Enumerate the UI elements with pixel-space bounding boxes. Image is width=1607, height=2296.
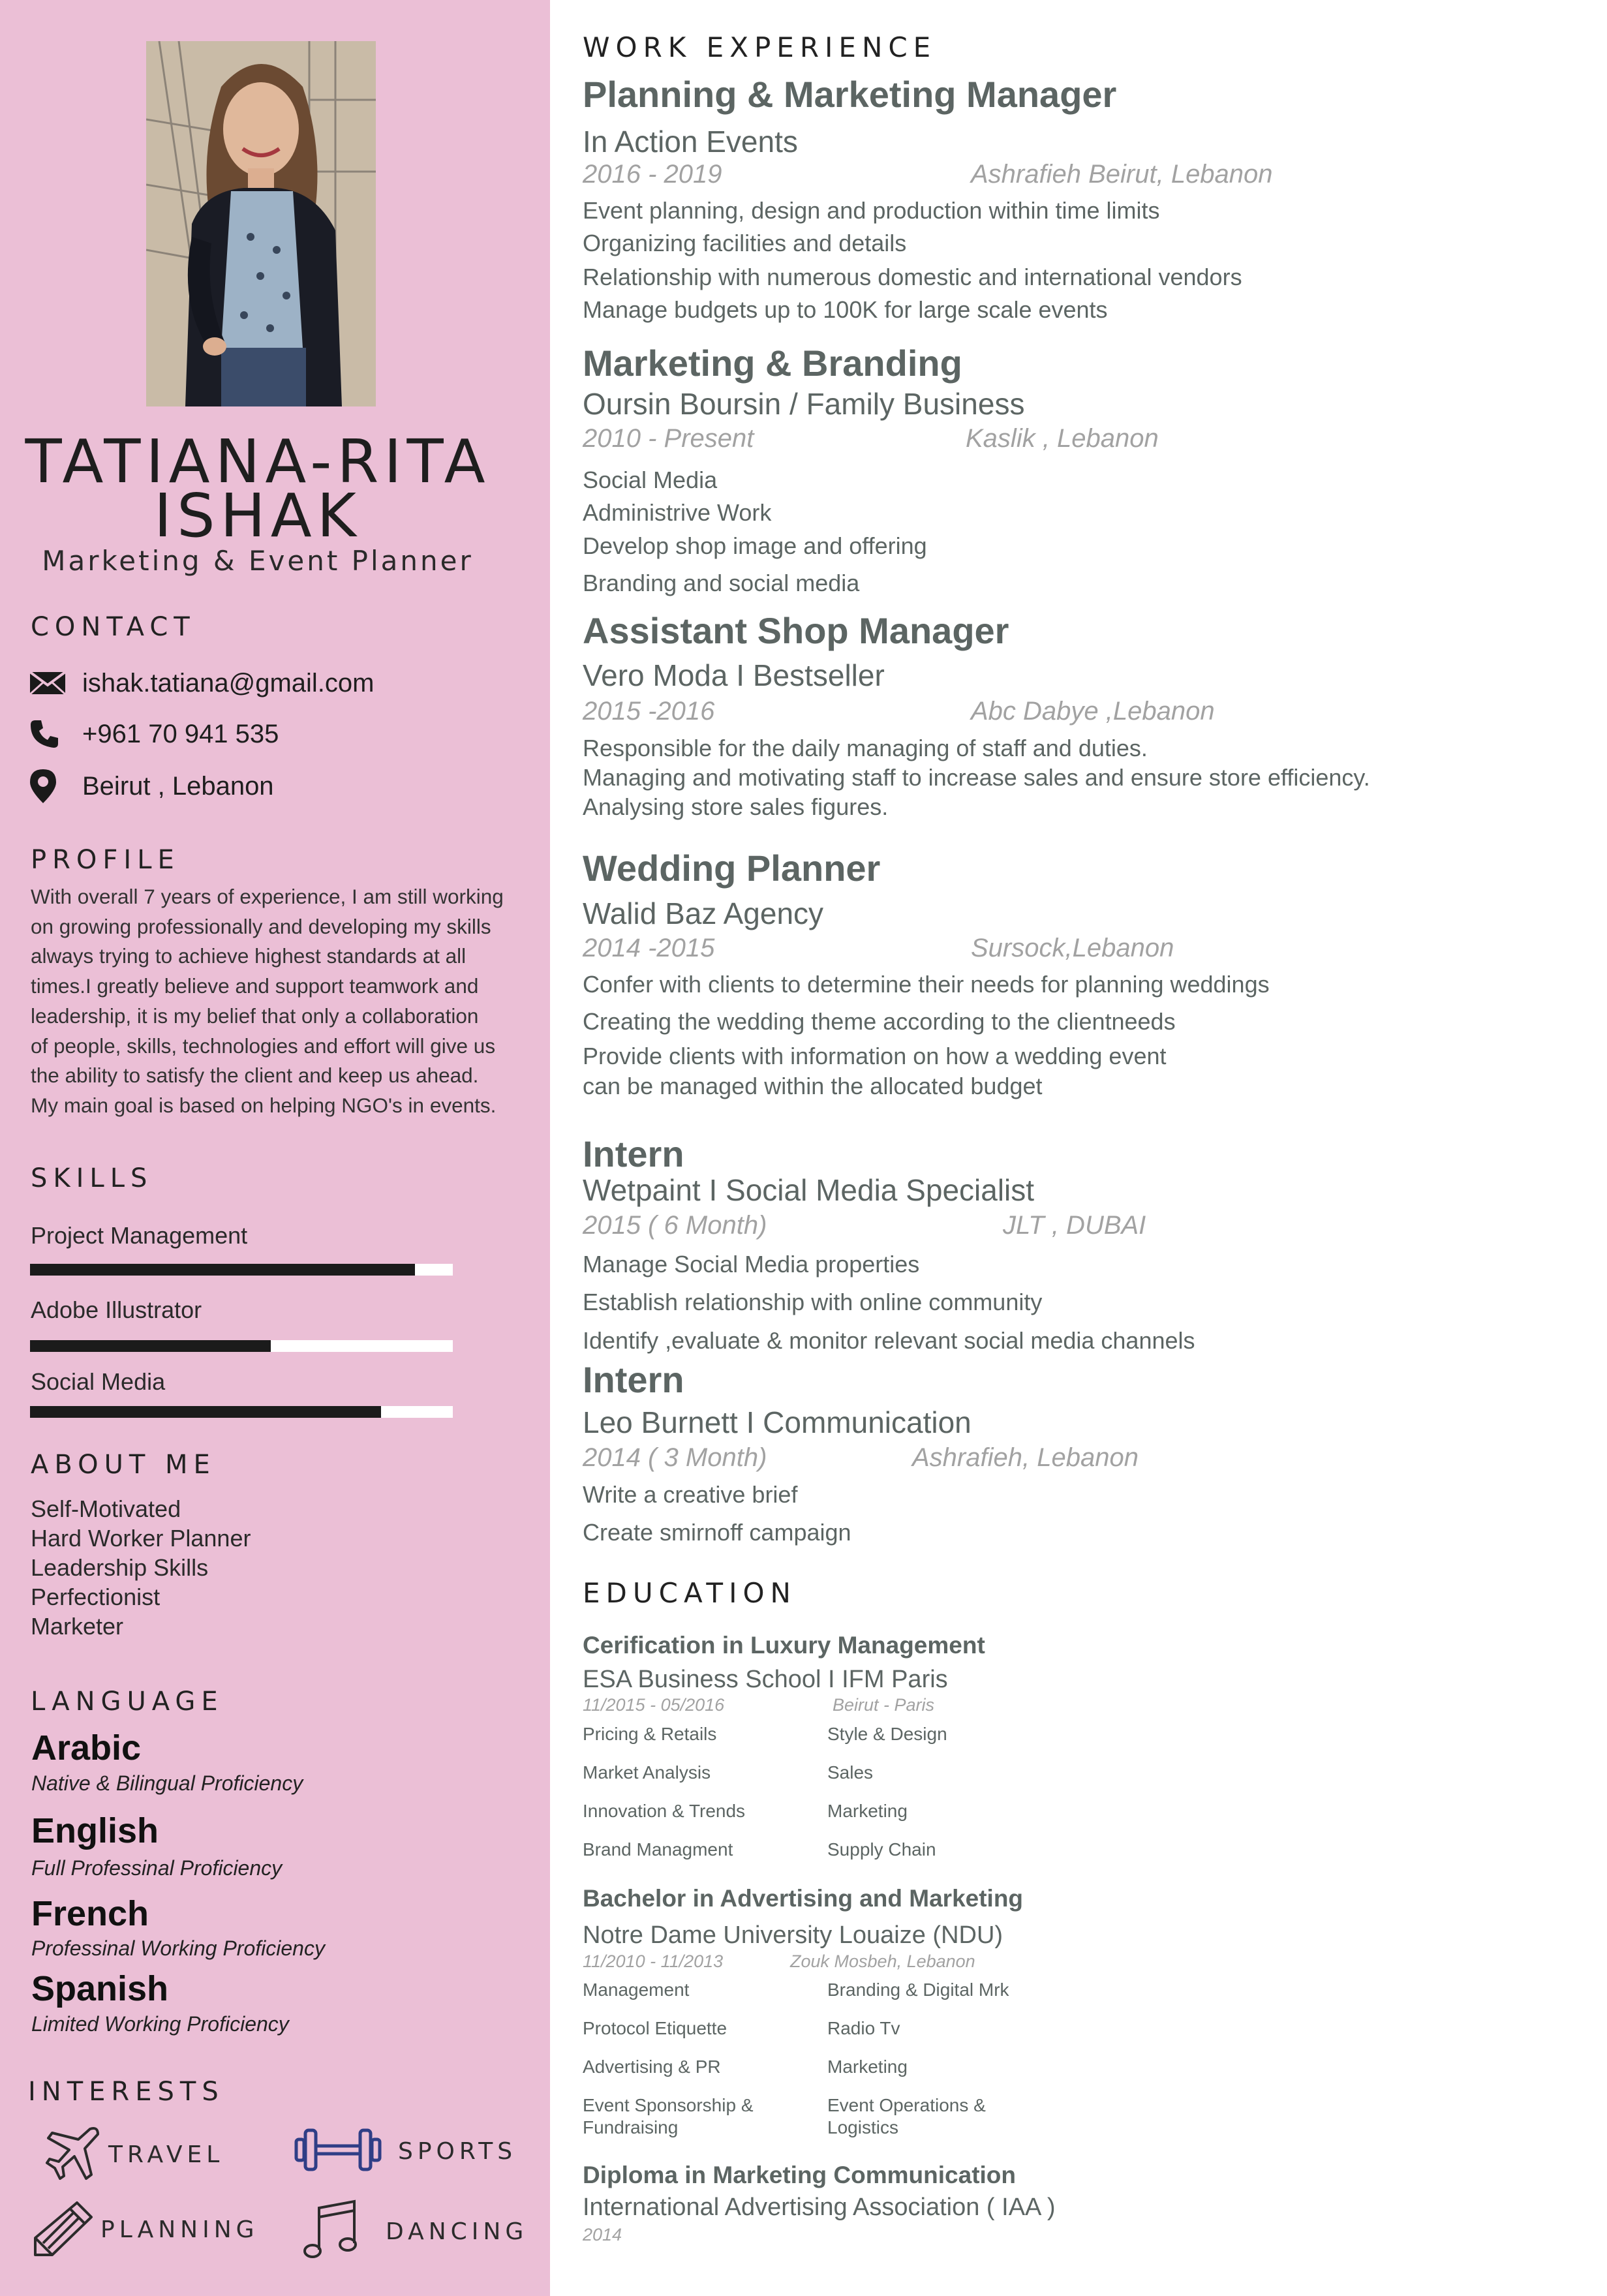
job-company: Walid Baz Agency	[583, 896, 824, 930]
skill-label: Project Management	[31, 1222, 248, 1249]
course-item: Advertising & PR	[583, 2057, 721, 2077]
job-duty: can be managed within the allocated budget	[583, 1073, 1043, 1099]
email-text: ishak.tatiana@gmail.com	[82, 668, 375, 697]
job-dates: 2015 ( 6 Month)	[583, 1211, 767, 1240]
job-duty: Creating the wedding theme according to the clientneeds	[583, 1008, 1176, 1035]
language-level: Native & Bilingual Proficiency	[31, 1771, 303, 1795]
job-duty: Confer with clients to determine their needs for planning weddings	[583, 971, 1270, 998]
interest-label: TRAVEL	[108, 2141, 224, 2168]
job-duty: Social Media	[583, 467, 718, 493]
job-title: Intern	[583, 1359, 684, 1400]
about-item: Marketer	[31, 1613, 124, 1640]
job-dates: 2014 -2015	[583, 934, 715, 962]
skills-heading: SKILLS	[31, 1163, 153, 1193]
course-item: Sales	[827, 1762, 874, 1783]
course-item: Market Analysis	[583, 1762, 711, 1783]
course-item: Event Operations & Logistics	[827, 2095, 986, 2137]
interest-travel	[44, 2124, 224, 2186]
job-duty: Create smirnoff campaign	[583, 1519, 851, 1546]
skill-bar-fill	[30, 1264, 415, 1276]
education-dates: 2014	[583, 2225, 622, 2244]
language-level: Professinal Working Proficiency	[31, 1936, 325, 1960]
course-item: Brand Managment	[583, 1839, 733, 1860]
course-item: Pricing & Retails	[583, 1724, 717, 1744]
skill-bar	[30, 1264, 453, 1276]
about-item: Self-Motivated	[31, 1495, 181, 1522]
education-dates: 11/2010 - 11/2013	[583, 1952, 724, 1971]
course-item: Marketing	[827, 1801, 908, 1821]
course-item: Innovation & Trends	[583, 1801, 746, 1821]
job-duty: Branding and social media	[583, 570, 860, 596]
profile-heading: PROFILE	[31, 845, 180, 875]
job-title: Assistant Shop Manager	[583, 610, 1009, 651]
job-duty: Establish relationship with online community	[583, 1289, 1043, 1315]
job-duty: Responsible for the daily managing of staff and duties.	[583, 735, 1148, 761]
profile-photo	[146, 41, 376, 406]
job-duty: Identify ,evaluate & monitor relevant social media channels	[583, 1327, 1195, 1354]
interests-heading: INTERESTS	[28, 2077, 224, 2107]
contact-phone[interactable]	[29, 718, 279, 750]
education-title: Diploma in Marketing Communication	[583, 2162, 1016, 2188]
course-item: Radio Tv	[827, 2018, 900, 2038]
job-duty: Relationship with numerous domestic and international vendors	[583, 264, 1242, 290]
language-name: Spanish	[31, 1969, 169, 2008]
job-duty: Provide clients with information on how a wedding event	[583, 1043, 1167, 1069]
tagline: Marketing & Event Planner	[42, 545, 474, 577]
interest-planning	[31, 2199, 259, 2261]
sidebar	[0, 0, 550, 2296]
envelope-icon	[29, 667, 68, 699]
education-title: Bachelor in Advertising and Marketing	[583, 1885, 1024, 1912]
job-company: Leo Burnett I Communication	[583, 1405, 972, 1439]
skill-label: Adobe Illustrator	[31, 1296, 202, 1323]
education-location: Zouk Mosbeh, Lebanon	[790, 1952, 975, 1971]
skill-bar-fill	[30, 1406, 381, 1418]
name-first: TATIANA-RITA	[25, 427, 491, 497]
education-school: International Advertising Association ( IAA )	[583, 2194, 1056, 2221]
job-duty: Analysing store sales figures.	[583, 793, 889, 820]
course-item: Management	[583, 1980, 690, 2000]
about-item: Perfectionist	[31, 1584, 161, 1610]
job-duty: Write a creative brief	[583, 1481, 798, 1508]
job-duty: Develop shop image and offering	[583, 532, 927, 559]
job-title: Intern	[583, 1133, 684, 1174]
phone-icon	[29, 718, 68, 750]
job-dates: 2016 - 2019	[583, 160, 722, 189]
job-location: Ashrafieh, Lebanon	[912, 1443, 1139, 1472]
job-title: Wedding Planner	[583, 848, 881, 889]
language-heading: LANGUAGE	[31, 1687, 224, 1717]
job-company: Vero Moda I Bestseller	[583, 658, 885, 692]
course-item: Marketing	[827, 2057, 908, 2077]
education-title: Cerification in Luxury Management	[583, 1632, 985, 1659]
education-school: Notre Dame University Louaize (NDU)	[583, 1921, 1003, 1949]
phone-text: +961 70 941 535	[82, 719, 279, 748]
about-list	[31, 1494, 251, 1641]
contact-location	[29, 770, 274, 803]
music-note-icon	[302, 2199, 361, 2265]
job-duty: Administrive Work	[583, 499, 772, 526]
interest-dancing	[302, 2199, 528, 2265]
main-column	[550, 0, 1607, 2296]
education-dates: 11/2015 - 05/2016	[583, 1695, 725, 1715]
job-dates: 2015 -2016	[583, 697, 715, 726]
skill-label: Social Media	[31, 1368, 166, 1395]
interest-sports	[294, 2124, 517, 2179]
job-location: JLT , DUBAI	[1003, 1211, 1146, 1240]
work-experience-heading: WORK EXPERIENCE	[583, 31, 937, 63]
job-duty: Organizing facilities and details	[583, 230, 907, 256]
course-item: Event Sponsorship & Fundraising	[583, 2095, 754, 2137]
skill-bar	[30, 1406, 453, 1418]
job-title: Planning & Marketing Manager	[583, 74, 1117, 115]
interest-label: PLANNING	[100, 2216, 259, 2243]
contact-heading: CONTACT	[31, 612, 196, 642]
job-dates: 2014 ( 3 Month)	[583, 1443, 767, 1472]
language-name: French	[31, 1894, 149, 1933]
job-company: In Action Events	[583, 125, 798, 159]
pencil-icon	[31, 2199, 97, 2261]
education-heading: EDUCATION	[583, 1577, 797, 1609]
education-school: ESA Business School I IFM Paris	[583, 1666, 948, 1693]
map-pin-icon	[29, 770, 68, 803]
job-duty: Managing and motivating staff to increase sales and ensure store efficiency.	[583, 764, 1370, 791]
location-text: Beirut , Lebanon	[82, 771, 274, 801]
job-duty: Manage Social Media properties	[583, 1251, 920, 1278]
course-item: Style & Design	[827, 1724, 947, 1744]
job-dates: 2010 - Present	[583, 424, 754, 453]
job-duty: Manage budgets up to 100K for large scale events	[583, 296, 1108, 323]
interest-label: DANCING	[386, 2218, 528, 2245]
course-item: Branding & Digital Mrk	[827, 1980, 1009, 2000]
language-level: Full Professinal Proficiency	[31, 1856, 283, 1880]
job-location: Abc Dabye ,Lebanon	[971, 697, 1215, 726]
name-last: ISHAK	[154, 481, 361, 551]
profile-text: With overall 7 years of experience, I am still working on growing professionally and developing my skills always trying to achieve highest standards at all times.I greatly believe and support teamwork and leadership, it is my belief that only a collaboration of people, skills, technologies and effort will give us the ability to satisfy the client and keep us ahead. My main goal is based on helping NGO's in events.	[31, 885, 504, 1117]
course-item: Protocol Etiquette	[583, 2018, 727, 2038]
job-company: Wetpaint I Social Media Specialist	[583, 1173, 1035, 1207]
dumbbell-icon	[294, 2124, 382, 2179]
about-item: Leadership Skills	[31, 1554, 209, 1581]
skill-bar	[30, 1340, 453, 1352]
about-item: Hard Worker Planner	[31, 1525, 251, 1552]
job-title: Marketing & Branding	[583, 343, 962, 384]
job-location: Kaslik , Lebanon	[966, 424, 1159, 453]
interest-label: SPORTS	[398, 2138, 517, 2165]
language-name: English	[31, 1811, 159, 1850]
job-location: Sursock,Lebanon	[971, 934, 1174, 962]
language-level: Limited Working Proficiency	[31, 2012, 289, 2036]
skill-bar-fill	[30, 1340, 271, 1352]
airplane-icon	[44, 2124, 103, 2186]
job-company: Oursin Boursin / Family Business	[583, 387, 1025, 421]
about-heading: ABOUT ME	[31, 1450, 216, 1480]
language-name: Arabic	[31, 1728, 142, 1768]
course-item: Supply Chain	[827, 1839, 936, 1860]
job-duty: Event planning, design and production within time limits	[583, 197, 1160, 224]
education-location: Beirut - Paris	[833, 1695, 935, 1715]
job-location: Ashrafieh Beirut, Lebanon	[971, 160, 1273, 189]
contact-email[interactable]	[29, 667, 374, 699]
